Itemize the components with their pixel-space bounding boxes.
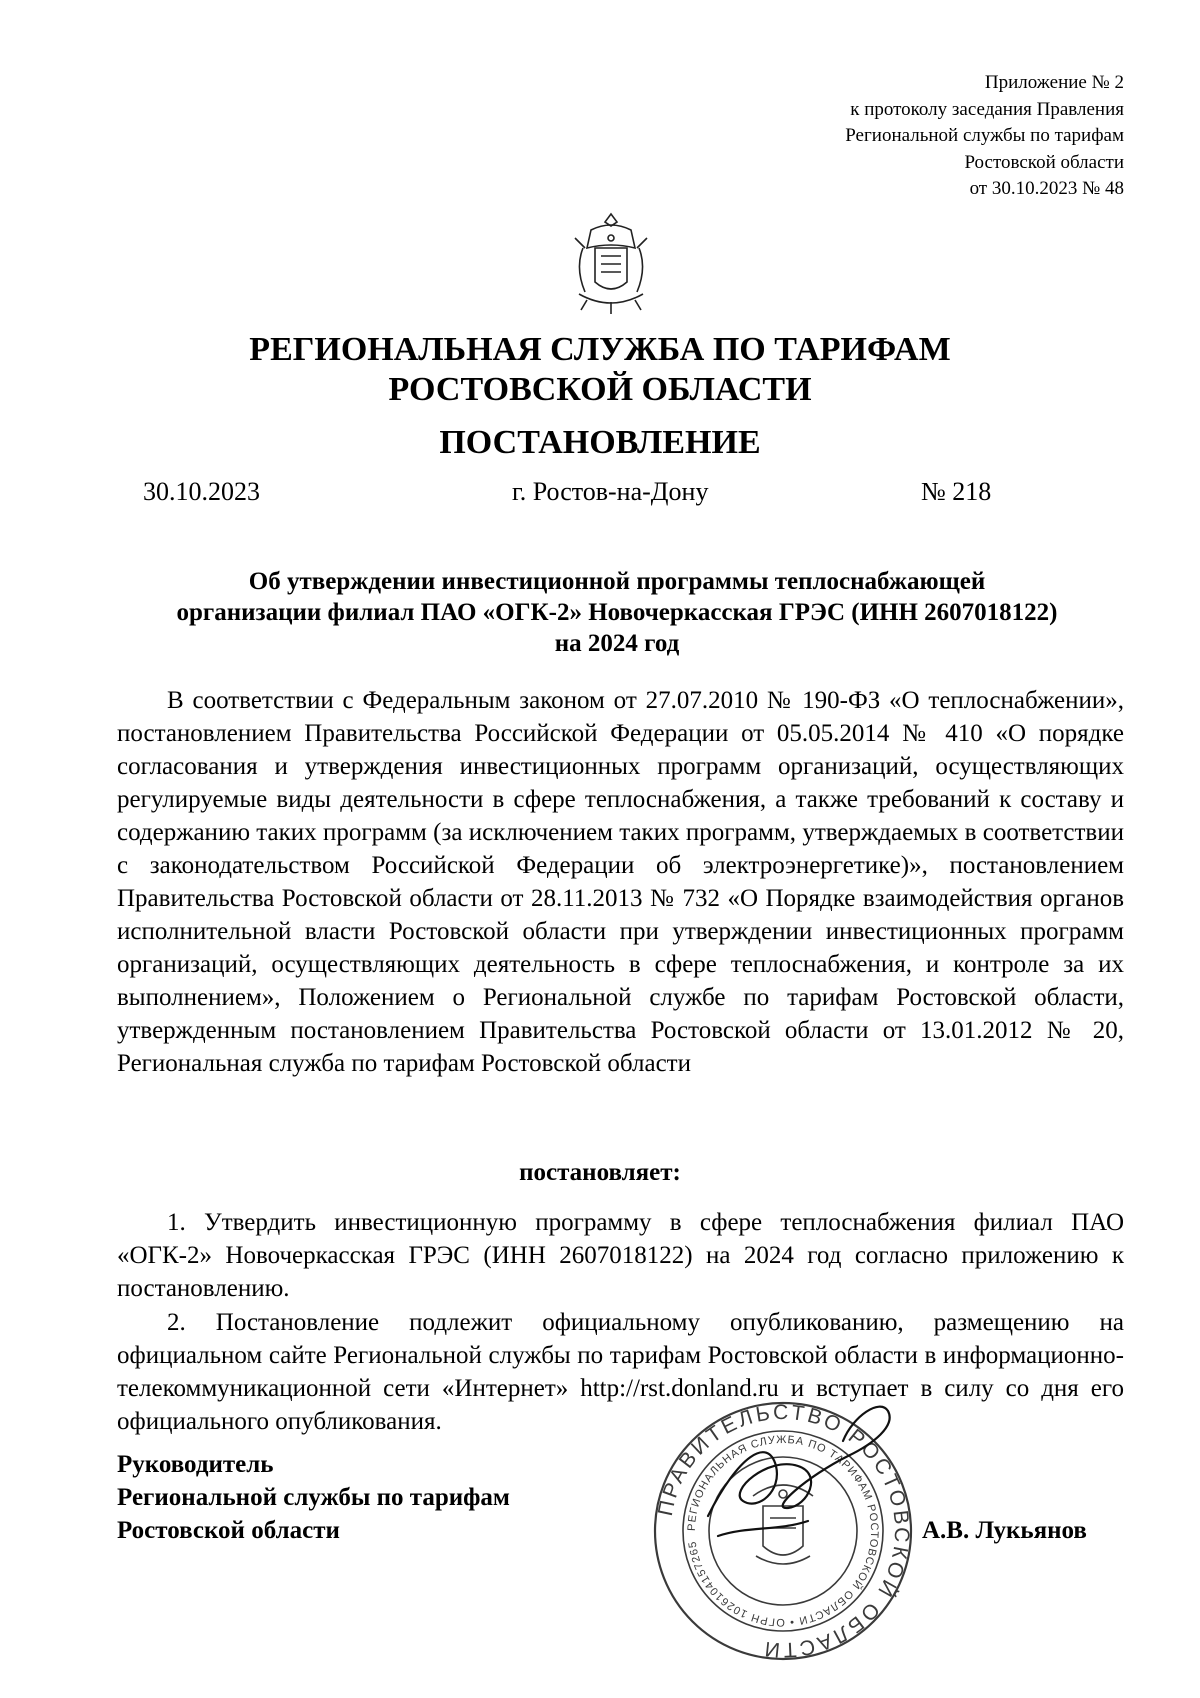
annex-reference	[704, 70, 1124, 203]
document-subject	[110, 566, 1124, 659]
document-number: № 218	[921, 477, 992, 506]
subject-line: Об утверждении инвестиционной программы теплоснабжающей	[248, 568, 986, 595]
agency-name-line: РОСТОВСКОЙ ОБЛАСТИ	[388, 371, 812, 408]
annex-line: Приложение № 2	[984, 72, 1124, 93]
official-stamp	[648, 1396, 918, 1666]
annex-line: Ростовской области	[964, 151, 1124, 173]
document-date: 30.10.2023	[143, 477, 260, 506]
signatory-title-line: Региональной службы по тарифам	[117, 1484, 510, 1511]
stamp-outer-text: ПРАВИТЕЛЬСТВО РОСТОВСКОЙ ОБЛАСТИ	[653, 1400, 914, 1662]
signatory-title-line: Ростовской области	[117, 1517, 340, 1544]
annex-line: от 30.10.2023 № 48	[969, 178, 1124, 199]
decree-word: постановляет:	[519, 1159, 681, 1186]
svg-text:РЕГИОНАЛЬНАЯ СЛУЖБА ПО ТАРИФАМ	[686, 1434, 880, 1628]
preamble-paragraph: В соответствии с Федеральным законом от 27.07.2010 № 190-ФЗ «О теплоснабжении», постановлением Правительства Российской Федерации от 05.05.2014 № 410 «О порядке согласования и утверждения инвестиционных программ организаций, осуществляющих регулируемые виды деятельности в сфере теплоснабжения, а также требований к составу и содержанию таких программ (за исключением таких программ, утверждаемых в соответствии с законодательством Российской Федерации об электроэнергетике)», постановлением Правительства Ростовской области от 28.11.2013 № 732 «О Порядке взаимодействия органов исполнительной власти Ростовской области при утверждении инвестиционных программ организаций, осуществляющих деятельность в сфере теплоснабжения, и контроле за их выполнением», Положением о Региональной службе по тарифам Ростовской области, утвержденным постановлением Правительства Ростовской области от 13.01.2012 № 20, Региональная служба по тарифам Ростовской области	[117, 687, 1124, 1077]
decree-item: 2. Постановление подлежит официальному опубликованию, размещению на официальном сайте Региональной службы по тарифам Ростовской области в информационно-телекоммуникационной сети «Интернет» http://rst.donland.ru и вступает в силу со дня его официального опубликования.	[117, 1309, 1124, 1435]
subject-line: на 2024 год	[554, 630, 680, 657]
signatory-name: А.В. Лукьянов	[922, 1517, 1087, 1544]
stamp-emblem-icon	[753, 1485, 813, 1564]
coat-of-arms-icon	[561, 208, 661, 318]
signatory-title-line: Руководитель	[117, 1451, 274, 1478]
annex-line: к протоколу заседания Правления	[850, 98, 1124, 120]
decree-item: 1. Утвердить инвестиционную программу в сфере теплоснабжения филиал ПАО «ОГК-2» Новочеркасская ГРЭС (ИНН 2607018122) на 2024 год согласно приложению к постановлению.	[117, 1209, 1124, 1302]
agency-name	[0, 330, 1200, 410]
annex-line: Региональной службы по тарифам	[845, 125, 1124, 146]
document-type: ПОСТАНОВЛЕНИЕ	[439, 424, 761, 461]
agency-name-line: РЕГИОНАЛЬНАЯ СЛУЖБА ПО ТАРИФАМ	[249, 331, 951, 368]
document-city: г. Ростов-на-Дону	[512, 477, 709, 506]
subject-line: организации филиал ПАО «ОГК-2» Новочеркасская ГРЭС (ИНН 2607018122)	[176, 599, 1058, 626]
stamp-inner-text: РЕГИОНАЛЬНАЯ СЛУЖБА ПО ТАРИФАМ РОСТОВСКОЙ ОБЛАСТИ • ОГРН 1026104157265	[685, 1433, 881, 1629]
signatory-title	[117, 1448, 510, 1547]
